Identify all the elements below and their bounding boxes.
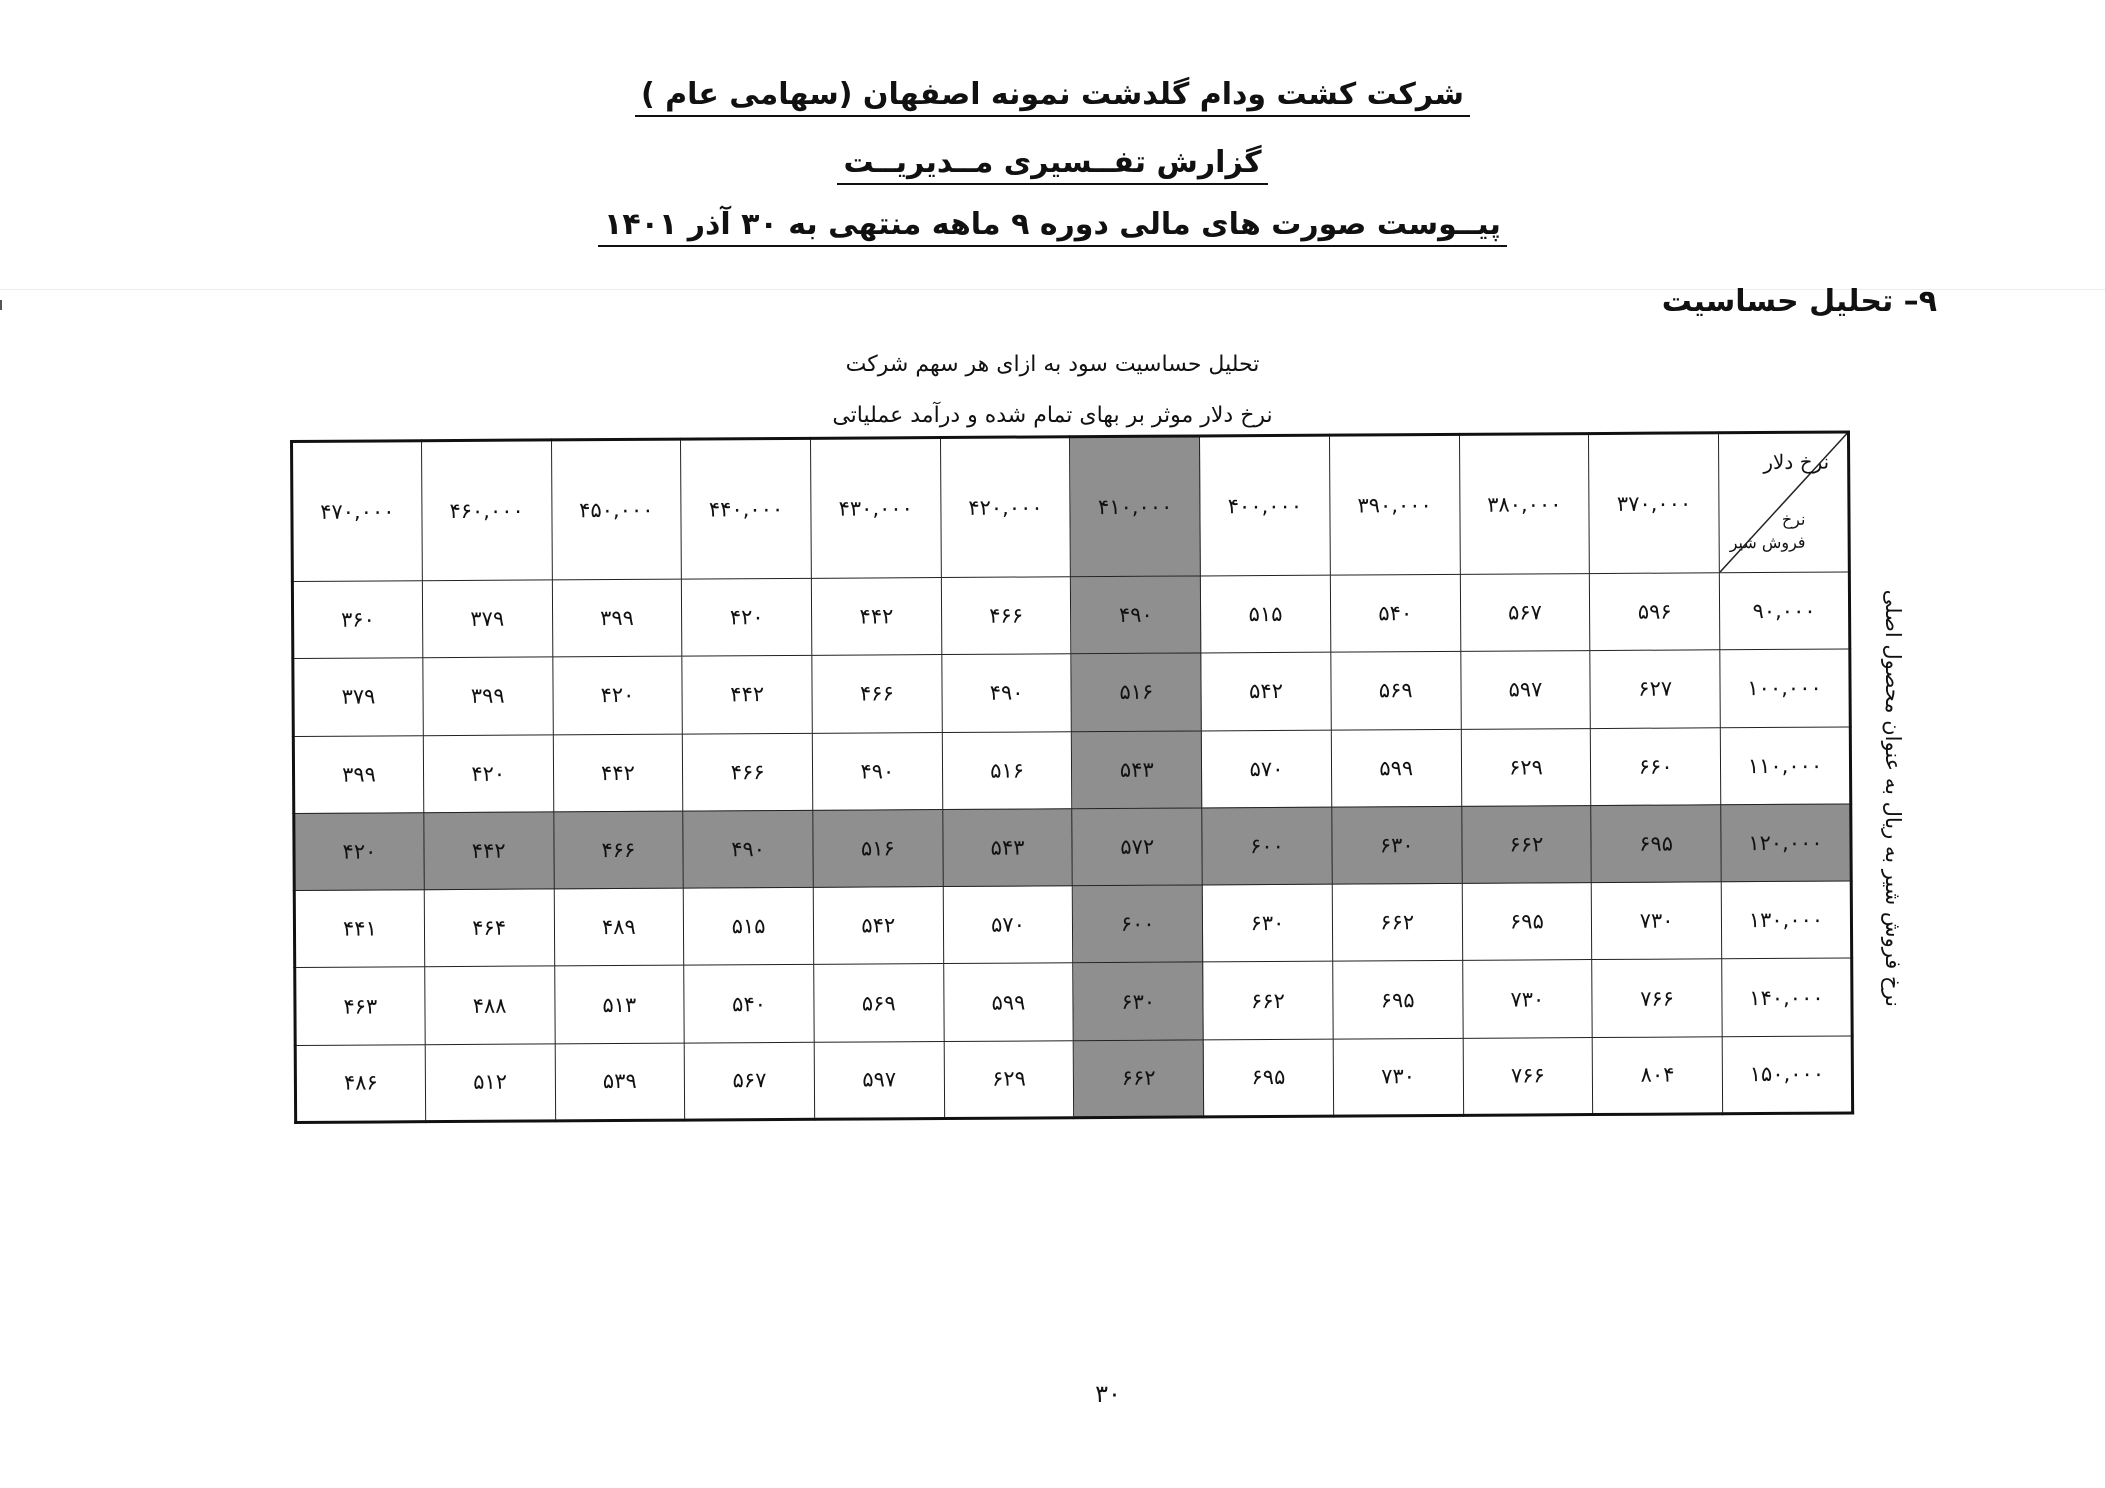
eps-value-cell: ۴۶۴	[424, 889, 554, 967]
corner-label-milk-price-line-1: نرخ	[1781, 509, 1806, 529]
eps-value-cell: ۶۶۰	[1591, 727, 1721, 805]
eps-value-cell: ۴۶۶	[683, 733, 813, 811]
eps-value-cell: ۵۱۶	[813, 809, 943, 887]
eps-value-cell: ۴۸۶	[295, 1044, 425, 1122]
eps-value-cell: ۶۰۰	[1202, 807, 1332, 885]
eps-value-cell: ۴۲۰	[294, 813, 424, 891]
eps-value-cell: ۵۱۲	[425, 1044, 555, 1122]
eps-value-cell: ۴۲۰	[423, 734, 553, 812]
eps-value-cell: ۴۴۱	[294, 890, 424, 968]
eps-value-cell: ۳۹۹	[552, 579, 682, 657]
table-row	[292, 572, 1849, 659]
eps-value-cell: ۵۹۷	[1460, 651, 1590, 729]
eps-value-cell: ۴۴۲	[553, 734, 683, 812]
eps-value-cell: ۳۷۹	[293, 658, 423, 736]
milk-price-row-label: ۱۳۰,۰۰۰	[1721, 881, 1851, 959]
eps-value-cell: ۵۱۶	[942, 731, 1072, 809]
eps-value-cell: ۷۳۰	[1592, 882, 1722, 960]
eps-value-cell: ۶۶۲	[1203, 962, 1333, 1040]
side-axis-label: نرخ فروش شیر به ریال به عنوان محصول اصلی	[1881, 589, 1905, 1007]
eps-value-cell: ۶۶۲	[1074, 1040, 1204, 1118]
eps-value-cell: ۵۹۶	[1590, 573, 1720, 651]
table-row	[293, 649, 1850, 736]
company-title-block	[0, 78, 2105, 117]
eps-value-cell: ۴۴۲	[682, 656, 812, 734]
table-caption-dollar-rate: نرخ دلار موثر بر بهای تمام شده و درآمد عملیاتی	[832, 403, 1273, 428]
table-row	[294, 804, 1851, 891]
eps-value-cell: ۶۲۷	[1590, 650, 1720, 728]
eps-value-cell: ۴۴۲	[811, 578, 941, 656]
eps-value-cell: ۳۷۹	[422, 580, 552, 658]
table-body	[292, 572, 1852, 1123]
corner-label-dollar-rate: نرخ دلار	[1763, 449, 1830, 475]
eps-value-cell: ۶۹۵	[1591, 805, 1721, 883]
eps-value-cell: ۴۶۶	[553, 811, 683, 889]
attachment-title-block	[0, 208, 2105, 247]
milk-price-row-label: ۱۰۰,۰۰۰	[1720, 649, 1850, 727]
eps-value-cell: ۶۹۵	[1203, 1039, 1333, 1117]
eps-value-cell: ۵۴۰	[684, 965, 814, 1043]
table-header-row	[292, 432, 1850, 582]
dollar-rate-header: ۴۴۰,۰۰۰	[681, 438, 812, 579]
eps-value-cell: ۵۴۲	[1201, 652, 1331, 730]
eps-value-cell: ۴۶۶	[941, 577, 1071, 655]
dollar-rate-header: ۴۵۰,۰۰۰	[551, 439, 682, 580]
eps-value-cell: ۵۶۹	[814, 964, 944, 1042]
eps-value-cell: ۴۶۳	[295, 967, 425, 1045]
eps-value-cell: ۵۳۹	[555, 1043, 685, 1121]
section-heading: ۹– تحلیل حساسیت	[1661, 284, 1937, 319]
table-row	[295, 1036, 1852, 1123]
eps-value-cell: ۶۳۰	[1202, 884, 1332, 962]
eps-value-cell: ۳۶۰	[292, 581, 422, 659]
milk-price-row-label: ۱۵۰,۰۰۰	[1722, 1036, 1852, 1114]
eps-value-cell: ۵۹۷	[814, 1041, 944, 1119]
eps-value-cell: ۶۰۰	[1073, 885, 1203, 963]
report-title-block	[0, 146, 2105, 185]
eps-value-cell: ۶۹۵	[1462, 883, 1592, 961]
eps-value-cell: ۵۴۳	[942, 809, 1072, 887]
eps-value-cell: ۵۱۶	[1071, 653, 1201, 731]
eps-value-cell: ۴۹۰	[1071, 576, 1201, 654]
table-corner-cell	[1718, 432, 1849, 573]
eps-value-cell: ۵۷۰	[943, 886, 1073, 964]
eps-value-cell: ۵۹۹	[943, 963, 1073, 1041]
sensitivity-table-wrapper	[290, 430, 1854, 1124]
corner-label-milk-price	[1729, 507, 1805, 554]
scan-edge-mark	[0, 300, 2, 310]
eps-value-cell: ۷۶۶	[1592, 959, 1722, 1037]
dollar-rate-header: ۳۹۰,۰۰۰	[1329, 434, 1460, 575]
eps-value-cell: ۵۱۳	[554, 966, 684, 1044]
table-row	[295, 958, 1852, 1045]
sensitivity-table	[290, 430, 1854, 1124]
attachment-title: پیــوست صورت های مالی دوره ۹ ماهه منتهی به ۳۰ آذر ۱۴۰۱	[598, 208, 1507, 247]
eps-value-cell: ۴۸۸	[425, 966, 555, 1044]
dollar-rate-header: ۳۸۰,۰۰۰	[1459, 434, 1590, 575]
dollar-rate-header: ۴۶۰,۰۰۰	[421, 440, 552, 581]
eps-value-cell: ۵۷۲	[1072, 808, 1202, 886]
eps-value-cell: ۵۷۰	[1201, 730, 1331, 808]
eps-value-cell: ۶۲۹	[1461, 728, 1591, 806]
eps-value-cell: ۵۶۹	[1331, 652, 1461, 730]
table-row	[293, 727, 1850, 814]
eps-value-cell: ۷۶۶	[1463, 1037, 1593, 1115]
dollar-rate-header: ۴۱۰,۰۰۰	[1070, 436, 1201, 577]
milk-price-row-label: ۹۰,۰۰۰	[1719, 572, 1849, 650]
report-title: گزارش تفــسیری مــدیریــت	[837, 146, 1267, 185]
eps-value-cell: ۵۶۷	[684, 1042, 814, 1120]
eps-value-cell: ۴۹۰	[942, 654, 1072, 732]
eps-value-cell: ۸۰۴	[1592, 1036, 1722, 1114]
eps-value-cell: ۶۹۵	[1333, 961, 1463, 1039]
eps-value-cell: ۵۹۹	[1331, 729, 1461, 807]
eps-value-cell: ۶۳۰	[1332, 806, 1462, 884]
table-caption-eps: تحلیل حساسیت سود به ازای هر سهم شرکت	[845, 352, 1260, 377]
dollar-rate-header: ۴۰۰,۰۰۰	[1200, 435, 1331, 576]
eps-value-cell: ۴۹۰	[683, 810, 813, 888]
eps-value-cell: ۴۸۹	[554, 888, 684, 966]
dollar-rate-header: ۴۳۰,۰۰۰	[810, 438, 941, 579]
eps-value-cell: ۴۴۲	[424, 812, 554, 890]
eps-value-cell: ۵۱۵	[683, 887, 813, 965]
eps-value-cell: ۴۶۶	[812, 655, 942, 733]
company-title: شرکت کشت ودام گلدشت نمونه اصفهان (سهامی عام )	[635, 78, 1470, 117]
eps-value-cell: ۵۶۷	[1460, 574, 1590, 652]
eps-value-cell: ۶۳۰	[1073, 962, 1203, 1040]
eps-value-cell: ۴۲۰	[682, 578, 812, 656]
corner-label-milk-price-line-2: فروش شیر	[1729, 532, 1806, 553]
dollar-rate-header: ۴۲۰,۰۰۰	[940, 437, 1071, 578]
eps-value-cell: ۷۳۰	[1333, 1038, 1463, 1116]
eps-value-cell: ۵۱۵	[1200, 575, 1330, 653]
eps-value-cell: ۴۲۰	[552, 656, 682, 734]
milk-price-row-label: ۱۲۰,۰۰۰	[1721, 804, 1851, 882]
eps-value-cell: ۴۹۰	[812, 732, 942, 810]
eps-value-cell: ۶۲۹	[944, 1040, 1074, 1118]
milk-price-row-label: ۱۱۰,۰۰۰	[1720, 727, 1850, 805]
eps-value-cell: ۷۳۰	[1462, 960, 1592, 1038]
milk-price-row-label: ۱۴۰,۰۰۰	[1722, 958, 1852, 1036]
eps-value-cell: ۳۹۹	[423, 657, 553, 735]
eps-value-cell: ۵۴۲	[813, 887, 943, 965]
eps-value-cell: ۳۹۹	[293, 735, 423, 813]
eps-value-cell: ۶۶۲	[1461, 805, 1591, 883]
eps-value-cell: ۵۴۰	[1330, 574, 1460, 652]
table-row	[294, 881, 1851, 968]
dollar-rate-header: ۳۷۰,۰۰۰	[1589, 433, 1720, 574]
page-number: ۳۰	[1095, 1380, 1121, 1408]
eps-value-cell: ۶۶۲	[1332, 883, 1462, 961]
dollar-rate-header: ۴۷۰,۰۰۰	[292, 441, 423, 582]
eps-value-cell: ۵۴۳	[1072, 731, 1202, 809]
